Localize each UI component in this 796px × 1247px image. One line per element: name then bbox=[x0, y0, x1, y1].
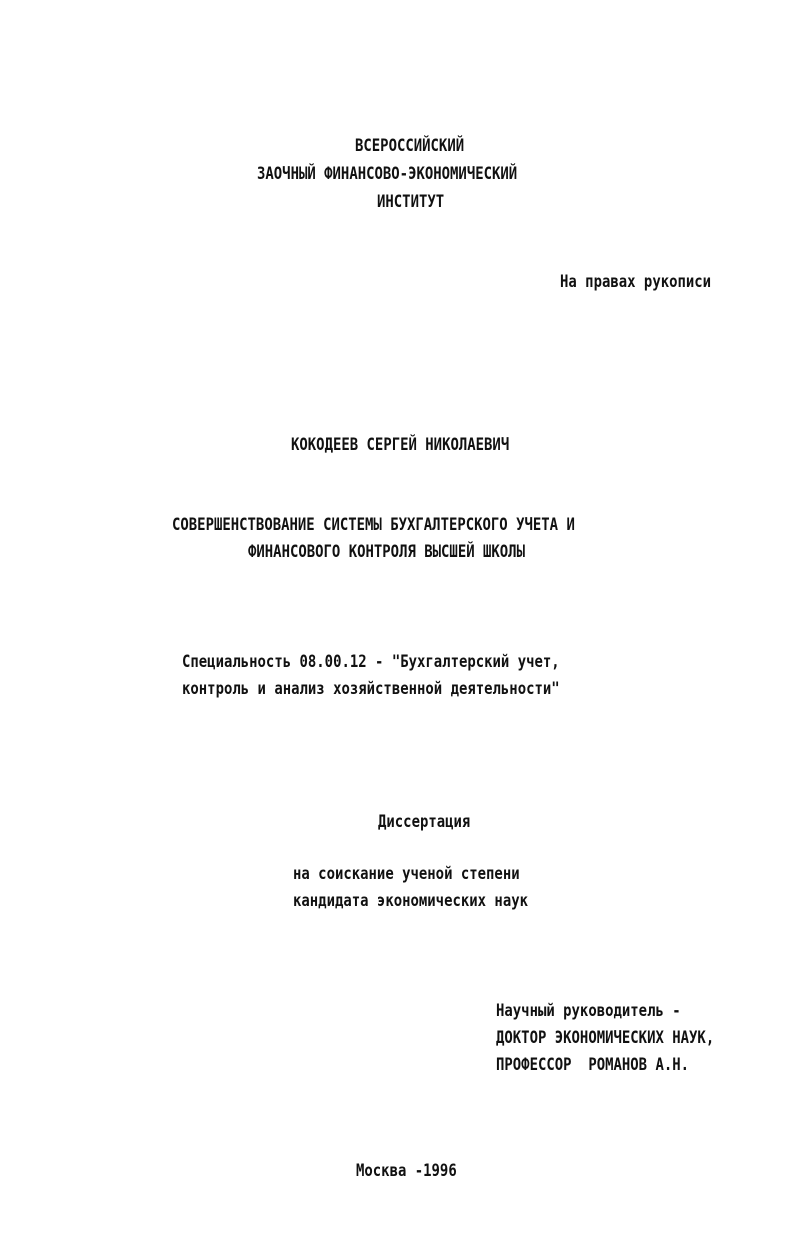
author-name: КОКОДЕЕВ СЕРГЕЙ НИКОЛАЕВИЧ bbox=[290, 435, 510, 455]
supervisor-line-2: ДОКТОР ЭКОНОМИЧЕСКИХ НАУК, bbox=[495, 1028, 715, 1048]
degree-line-2: кандидата экономических наук bbox=[292, 891, 528, 911]
dissertation-title-line-1: СОВЕРШЕНСТВОВАНИЕ СИСТЕМЫ БУХГАЛТЕРСКОГО УЧЕТА И bbox=[171, 515, 575, 535]
supervisor-line-1: Научный руководитель - bbox=[495, 1001, 681, 1021]
manuscript-note: На правах рукописи bbox=[559, 272, 712, 292]
degree-line-1: на соискание ученой степени bbox=[292, 864, 520, 884]
work-type: Диссертация bbox=[377, 812, 471, 832]
specialty-line-2: контроль и анализ хозяйственной деятельности" bbox=[181, 679, 560, 699]
specialty-line-1: Специальность 08.00.12 - "Бухгалтерский учет, bbox=[181, 652, 560, 672]
city-year: Москва -1996 bbox=[355, 1161, 457, 1181]
institute-line-1: ВСЕРОССИЙСКИЙ bbox=[354, 136, 465, 156]
dissertation-title-line-2: ФИНАНСОВОГО КОНТРОЛЯ ВЫСШЕЙ ШКОЛЫ bbox=[247, 542, 525, 562]
institute-line-2: ЗАОЧНЫЙ ФИНАНСОВО-ЭКОНОМИЧЕСКИЙ bbox=[256, 164, 518, 184]
supervisor-line-3: ПРОФЕССОР РОМАНОВ А.Н. bbox=[495, 1055, 689, 1075]
institute-line-3: ИНСТИТУТ bbox=[376, 192, 445, 212]
